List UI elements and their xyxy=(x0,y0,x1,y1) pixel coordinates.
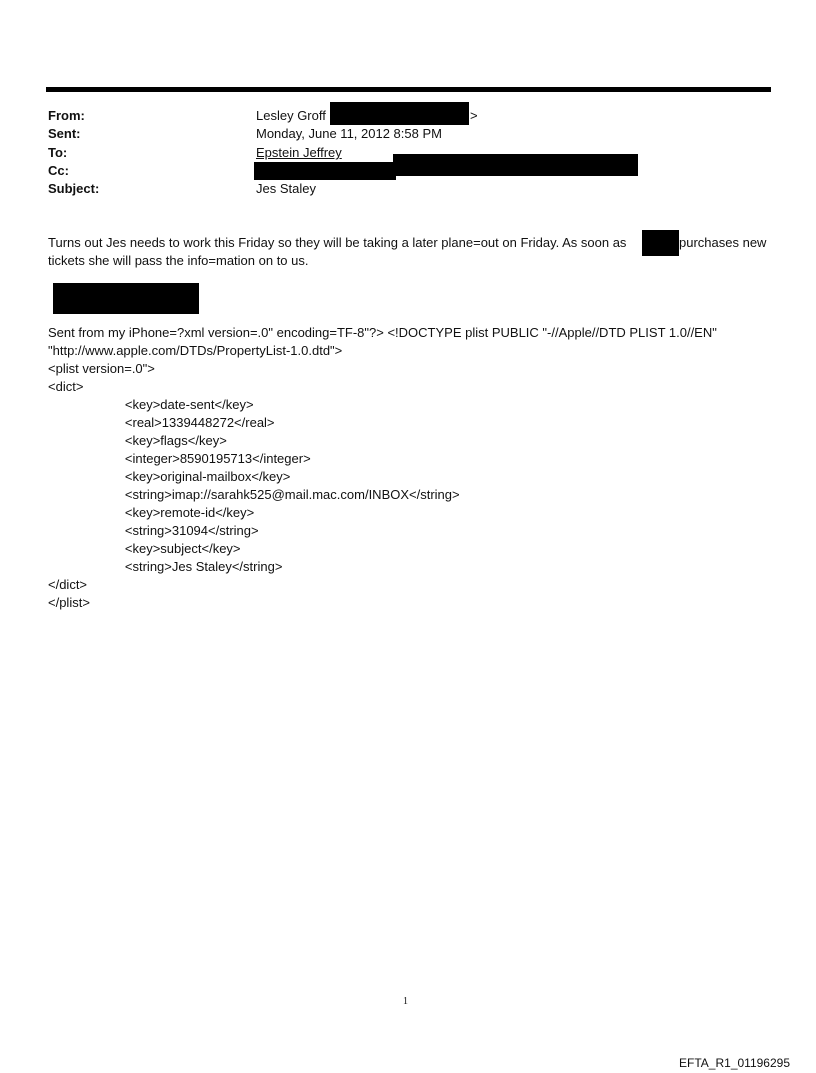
sent-label: Sent: xyxy=(48,126,81,141)
plist-line: <dict> xyxy=(48,379,84,394)
plist-line: <string>imap://sarahk525@mail.mac.com/INBOX</string> xyxy=(96,487,460,502)
plist-line: <key>remote-id</key> xyxy=(96,505,255,520)
plist-line: </plist> xyxy=(48,595,90,610)
plist-line: "http://www.apple.com/DTDs/PropertyList-1.0.dtd"> xyxy=(48,343,343,358)
plist-line: <string>Jes Staley</string> xyxy=(96,559,283,574)
from-trailing: > xyxy=(470,108,478,123)
plist-line: <plist version=.0"> xyxy=(48,361,155,376)
page-number: 1 xyxy=(403,996,408,1007)
plist-line: <real>1339448272</real> xyxy=(96,415,275,430)
document-id: EFTA_R1_01196295 xyxy=(679,1056,790,1070)
plist-line: Sent from my iPhone=?xml version=.0" encoding=TF-8"?> <!DOCTYPE plist PUBLIC "-//Apple//DTD PLIST 1.0//EN" xyxy=(48,325,717,340)
header-rule xyxy=(46,87,771,92)
sent-value: Monday, June 11, 2012 8:58 PM xyxy=(256,126,442,141)
plist-line: </dict> xyxy=(48,577,88,592)
to-value: Epstein Jeffrey xyxy=(256,145,342,160)
from-value: Lesley Groff xyxy=(256,108,326,123)
redaction-box xyxy=(393,154,638,176)
redaction-box xyxy=(642,230,679,256)
plist-line: <string>31094</string> xyxy=(96,523,259,538)
cc-label: Cc: xyxy=(48,163,69,178)
subject-label: Subject: xyxy=(48,181,100,196)
subject-value: Jes Staley xyxy=(256,181,316,196)
plist-line: <key>flags</key> xyxy=(96,433,227,448)
to-label: To: xyxy=(48,145,68,160)
redaction-box xyxy=(254,162,396,180)
body-line: tickets she will pass the info=mation on to us. xyxy=(48,253,309,268)
plist-line: <key>subject</key> xyxy=(96,541,241,556)
plist-line: <key>original-mailbox</key> xyxy=(96,469,291,484)
redaction-box xyxy=(330,102,469,125)
from-label: From: xyxy=(48,108,85,123)
body-line: Turns out Jes needs to work this Friday so they will be taking a later plane=out on Friday. As soon as xyxy=(48,235,627,250)
body-line: purchases new xyxy=(679,235,767,250)
plist-line: <key>date-sent</key> xyxy=(96,397,254,412)
plist-line: <integer>8590195713</integer> xyxy=(96,451,311,466)
redaction-box xyxy=(53,283,199,314)
